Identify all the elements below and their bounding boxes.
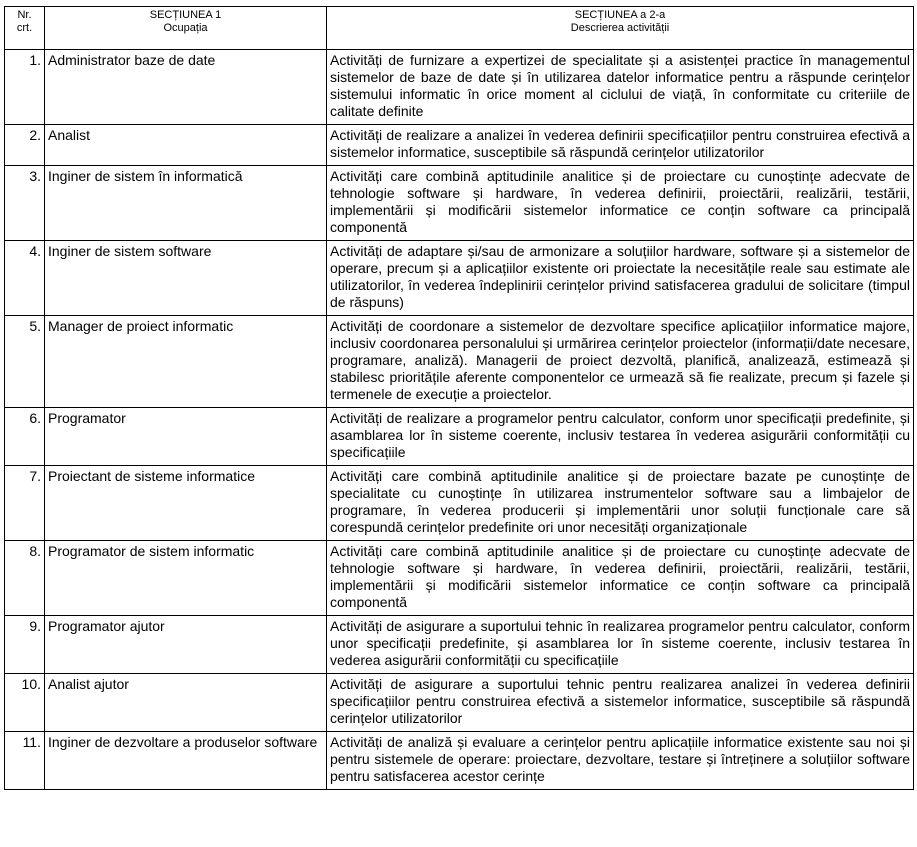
table-row <box>5 408 914 466</box>
table-row <box>5 50 914 125</box>
header-section2-line2: Descrierea activității <box>570 22 670 34</box>
header-section1-line1: SECȚIUNEA 1 <box>149 9 222 21</box>
row-number: 8. <box>5 541 45 616</box>
occupation-name: Inginer de sistem software <box>45 241 327 316</box>
row-number: 11. <box>5 732 45 790</box>
row-number: 2. <box>5 125 45 166</box>
row-number: 3. <box>5 166 45 241</box>
occupations-table <box>4 6 914 790</box>
row-number: 1. <box>5 50 45 125</box>
table-row <box>5 674 914 732</box>
occupation-name: Analist <box>45 125 327 166</box>
table-row <box>5 316 914 408</box>
occupation-name: Proiectant de sisteme informatice <box>45 466 327 541</box>
occupation-name: Administrator baze de date <box>45 50 327 125</box>
occupation-name: Programator ajutor <box>45 616 327 674</box>
header-section1-line2: Ocupația <box>163 22 208 34</box>
table-row <box>5 241 914 316</box>
table-row <box>5 732 914 790</box>
occupation-name: Analist ajutor <box>45 674 327 732</box>
header-nr-line2: crt. <box>16 22 33 34</box>
activity-description: Activități care combină aptitudinile analitice și de proiectare cu cunoștințe adecvate de tehnologie software și hardware, în vederea definirii, proiectării, realizării, testării, implementării și modificării sistemelor informatice ce conțin software ca principală componentă <box>327 541 914 616</box>
occupation-name: Programator <box>45 408 327 466</box>
row-number: 10. <box>5 674 45 732</box>
table-header <box>5 7 914 50</box>
row-number: 7. <box>5 466 45 541</box>
header-section1 <box>45 7 327 50</box>
row-number: 9. <box>5 616 45 674</box>
table-row <box>5 466 914 541</box>
table-row <box>5 541 914 616</box>
row-number: 4. <box>5 241 45 316</box>
header-nr-line1: Nr. <box>17 9 32 21</box>
occupation-name: Manager de proiect informatic <box>45 316 327 408</box>
activity-description: Activități de furnizare a expertizei de specialitate și a asistenței practice în managementul sistemelor de baze de date și în utilizarea datelor informatice pentru a răspunde cerințelor sistemului informatic în orice moment al ciclului de viață, în conformitate cu criteriile de calitate definite <box>327 50 914 125</box>
activity-description: Activități de asigurare a suportului tehnic pentru realizarea analizei în vederea definirii specificațiilor pentru construirea efectivă a sistemelor informatice, susceptibile să răspundă cerințelor utilizatorilor <box>327 674 914 732</box>
table-row <box>5 125 914 166</box>
row-number: 6. <box>5 408 45 466</box>
activity-description: Activități de realizare a analizei în vederea definirii specificațiilor pentru construirea efectivă a sistemelor informatice, susceptibile să răspundă cerințelor utilizatorilor <box>327 125 914 166</box>
activity-description: Activități care combină aptitudinile analitice și de proiectare cu cunoștințe adecvate de tehnologie software și hardware, în vederea definirii, proiectării, realizării, testării, implementării și modificării sistemelor informatice ce conțin software ca principală componentă <box>327 166 914 241</box>
row-number: 5. <box>5 316 45 408</box>
header-nr <box>5 7 45 50</box>
occupation-name: Inginer de sistem în informatică <box>45 166 327 241</box>
activity-description: Activități care combină aptitudinile analitice și de proiectare bazate pe cunoștințe de specialitate cu cunoștințe în utilizarea instrumentelor software sau a limbajelor de programare, în vederea producerii și implementării unor soluții funcționale care să corespundă cerințelor predefinite ori unor necesități organizaționale <box>327 466 914 541</box>
occupation-name: Programator de sistem informatic <box>45 541 327 616</box>
header-section2-line1: SECȚIUNEA a 2-a <box>574 9 666 21</box>
table-row <box>5 616 914 674</box>
table-row <box>5 166 914 241</box>
activity-description: Activități de realizare a programelor pentru calculator, conform unor specificații predefinite, și asamblarea lor în sisteme coerente, inclusiv testarea în vederea asigurării conformității cu specificațiile <box>327 408 914 466</box>
table-body <box>5 50 914 790</box>
activity-description: Activități de asigurare a suportului tehnic în realizarea programelor pentru calculator, conform unor specificații predefinite, și asamblarea lor în sisteme coerente, inclusiv testarea în vederea asigurării conformității cu specificațiile <box>327 616 914 674</box>
activity-description: Activități de coordonare a sistemelor de dezvoltare specifice aplicațiilor informatice majore, inclusiv coordonarea personalului și urmărirea cerințelor proiectelor (informații/date necesare, programare, analiză). Managerii de proiect dezvoltă, planifică, analizează, estimează și stabilesc prioritățile aferente componentelor ce urmează să fie realizate, precum și fazele și termenele de execuție a proiectelor. <box>327 316 914 408</box>
activity-description: Activități de adaptare și/sau de armonizare a soluțiilor hardware, software și a sistemelor de operare, precum și a aplicațiilor existente ori proiectate la necesitățile reale sau estimate ale utilizatorilor, în vederea îndeplinirii cerințelor privind satisfacerea gradului de solicitare (timpul de răspuns) <box>327 241 914 316</box>
activity-description: Activități de analiză și evaluare a cerințelor pentru aplicațiile informatice existente sau noi și pentru sistemele de operare: proiectare, dezvoltare, testare și întreținere a soluțiilor software pentru satisfacerea acestor cerințe <box>327 732 914 790</box>
occupation-name: Inginer de dezvoltare a produselor software <box>45 732 327 790</box>
header-section2 <box>327 7 914 50</box>
